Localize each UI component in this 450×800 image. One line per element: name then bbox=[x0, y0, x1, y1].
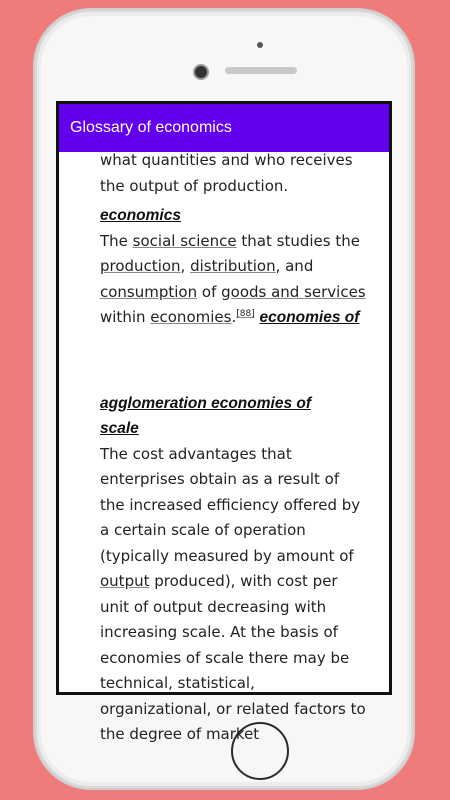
definition-economics: The social science that studies the production, distribution, and consumption of goods and services within economies.[88] economies of bbox=[100, 231, 366, 326]
entry-agglomeration bbox=[100, 391, 367, 748]
link-distribution[interactable]: distribution bbox=[190, 257, 276, 275]
link-production[interactable]: production bbox=[100, 257, 181, 275]
entry-economics bbox=[100, 203, 367, 331]
glossary-content[interactable] bbox=[59, 148, 389, 748]
link-economies[interactable]: economies bbox=[150, 308, 232, 326]
term-economies-of: economies of bbox=[259, 309, 360, 326]
link-output[interactable]: output bbox=[100, 572, 150, 590]
link-consumption[interactable]: consumption bbox=[100, 282, 198, 301]
front-camera bbox=[193, 64, 209, 80]
link-social-science[interactable]: social science bbox=[132, 231, 237, 250]
previous-entry-tail: what quantities and who receives the output of production. bbox=[100, 151, 353, 195]
app-screen bbox=[56, 101, 392, 743]
app-title: Glossary of economics bbox=[70, 119, 232, 136]
earpiece-speaker bbox=[225, 67, 297, 74]
link-goods-and-services[interactable]: goods and services bbox=[221, 282, 366, 301]
term-economics: economics bbox=[100, 207, 181, 224]
sensor-dot bbox=[257, 42, 263, 48]
definition-agglomeration: The cost advantages that enterprises obtain as a result of the increased efficiency offered by a certain scale of operation (typically measured by amount of output produced), with cost per unit of output decreasing with increasing scale. At the basis of economies of scale there may be technical, statistical, organizational, or related factors to the degree of market bbox=[100, 444, 366, 743]
app-bar bbox=[59, 104, 389, 152]
term-agglomeration-economies-of-scale: agglomeration economies of scale bbox=[100, 394, 312, 437]
reference-88[interactable]: [88] bbox=[236, 309, 255, 319]
